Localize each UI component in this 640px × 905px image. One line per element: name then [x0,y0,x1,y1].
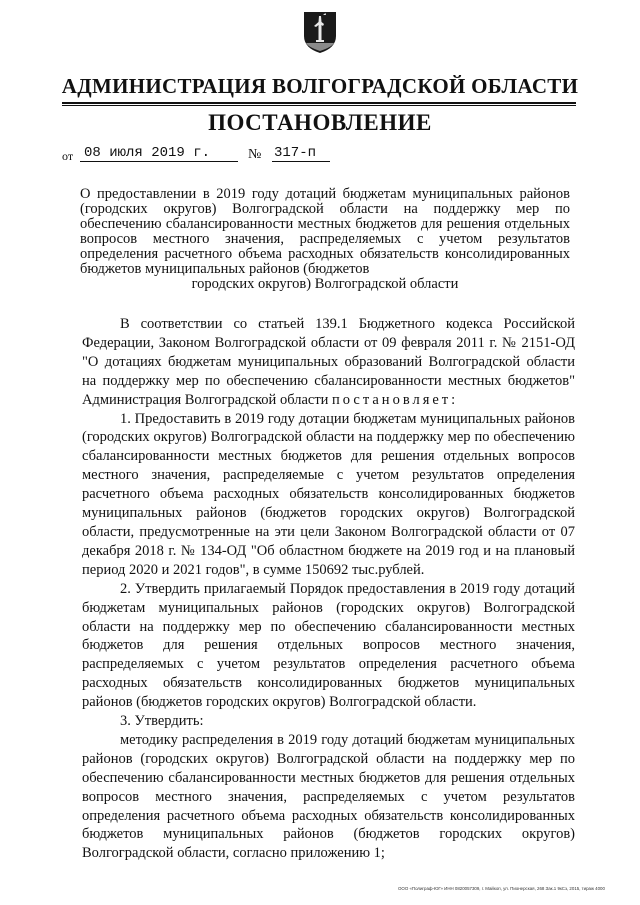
subject-text: О предоставлении в 2019 году дотаций бюджетам муниципальных районов (городских округов) Волгоградской области на поддержку мер по обеспечению сбалансированности местных бюджетов для решения отдельных вопросов местного значения, распределяемых с учетом результатов определения расчетного объема расходных обязательств консолидированных бюджетов муниципальных районов (бюджетов [80,186,570,277]
document-number: 317-п [272,145,330,162]
preamble-text: В соответствии со статьей 139.1 Бюджетного кодекса Российской Федерации, Законом Волгоградской области от 09 февраля 2011 г. № 2151-ОД "О дотациях бюджетам муниципальных образований Волгоградской области на поддержку мер по обеспечению сбалансированности местных бюджетов" Администрация Волгоградской области [82,316,575,408]
coat-of-arms-emblem [302,10,338,54]
printer-imprint: ООО «Полиграф-ЮГ» ИНН 0820057309, г. Майкоп, ул. Пионерская, 268 Зак.1 9кСз, 2015, тираж 4000 [398,886,605,891]
document-subject [80,187,570,292]
header-rule-thick [62,102,576,104]
organization-title: АДМИНИСТРАЦИЯ ВОЛГОГРАДСКОЙ ОБЛАСТИ [61,74,579,98]
document-date: 08 июля 2019 г. [80,145,238,162]
item-3-heading: 3. Утвердить: [120,713,204,730]
header-rule-thin [62,105,576,106]
resolves-word: постановляет: [332,391,459,408]
date-number-line [62,145,362,167]
number-prefix: № [248,147,262,162]
item-1-paragraph: 1. Предоставить в 2019 году дотации бюджетам муниципальных районов (городских округов) Волгоградской области на поддержку мер по обеспечению сбалансированности местных бюджетов для решения отдельных вопросов местного значения, распределяемые с учетом результатов определения расчетного объема расходных обязательств консолидированных бюджетов муниципальных районов (бюджетов городских округов) Волгоградской области, предусмотренные на эти цели Законом Волгоградской области от 07 декабря 2018 г. № 134-ОД "Об областном бюджете на 2019 год и на плановый период 2020 и 2021 годов", в сумме 150692 тыс.рублей. [82,410,575,578]
item-3-methodology-paragraph: методику распределения в 2019 году дотаций бюджетам муниципальных районов (городских округов) Волгоградской области на поддержку мер по обеспечению сбалансированности местных бюджетов для решения отдельных вопросов местного значения, распределяемых с учетом результатов определения расчетного объема расходных обязательств консолидированных бюджетов муниципальных районов (бюджетов городских округов) Волгоградской области, согласно приложению 1; [82,731,575,862]
document-type-title: ПОСТАНОВЛЕНИЕ [208,110,432,135]
date-prefix: от [62,149,74,163]
document-body [82,315,575,863]
item-2-paragraph: 2. Утвердить прилагаемый Порядок предоставления в 2019 году дотаций бюджетам муниципальных районов (городских округов) Волгоградской области на поддержку мер по обеспечению сбалансированности местных бюджетов для решения отдельных вопросов местного значения, распределяемых с учетом результатов определения расчетного объема расходных обязательств консолидированных бюджетов муниципальных районов (бюджетов городских округов) Волгоградской области. [82,580,575,711]
subject-text-last-line: городских округов) Волгоградской области [191,276,459,292]
preamble-paragraph [82,315,575,410]
